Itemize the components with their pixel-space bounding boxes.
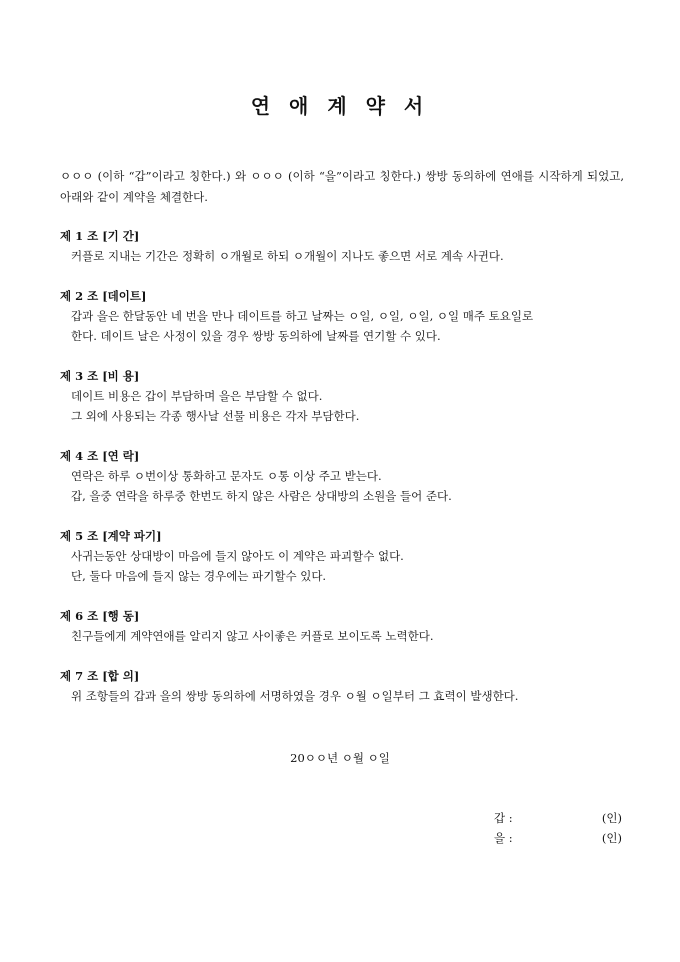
- signature-row-eul: [494, 828, 622, 848]
- article-line: 커플로 지내는 기간은 정확히 ㅇ개월로 하되 ㅇ개월이 지나도 좋으면 서로 계속 사귄다.: [71, 249, 504, 263]
- seal-mark: (인): [601, 811, 622, 825]
- article-line: 갑과 을은 한달동안 네 번을 만나 데이트를 하고 날짜는 ㅇ일, ㅇ일, ㅇ일, ㅇ일 매주 토요일로: [71, 309, 534, 323]
- contract-date: 20ㅇㅇ년 ㅇ월 ㅇ일: [290, 751, 390, 765]
- signature-label: 을 :: [494, 831, 513, 845]
- article-1: [60, 226, 624, 266]
- signature-row-gap: [494, 808, 622, 828]
- article-line: 한다. 데이트 날은 사정이 있을 경우 쌍방 동의하에 날짜를 연기할 수 있다.: [71, 329, 441, 343]
- article-heading: 제 4 조 [연 락]: [60, 449, 140, 463]
- article-line: 갑, 을중 연락을 하루중 한번도 하지 않은 사람은 상대방의 소원을 들어 준다.: [71, 489, 452, 503]
- article-3: [60, 366, 624, 426]
- article-line: 사귀는동안 상대방이 마음에 들지 않아도 이 계약은 파괴할수 없다.: [71, 549, 404, 563]
- article-line: 친구들에게 계약연애를 알리지 않고 사이좋은 커플로 보이도록 노력한다.: [71, 629, 434, 643]
- article-heading: 제 7 조 [합 의]: [60, 669, 140, 683]
- article-line: 그 외에 사용되는 각종 행사날 선물 비용은 각자 부담한다.: [71, 409, 360, 423]
- article-2: [60, 286, 624, 346]
- article-heading: 제 2 조 [데이트]: [60, 289, 147, 303]
- article-line: 단, 둘다 마음에 들지 않는 경우에는 파기할수 있다.: [71, 569, 327, 583]
- article-heading: 제 1 조 [기 간]: [60, 229, 140, 243]
- article-line: 데이트 비용은 갑이 부담하며 을은 부담할 수 없다.: [71, 389, 323, 403]
- article-6: [60, 606, 624, 646]
- article-7: [60, 666, 624, 706]
- intro-paragraph: ㅇㅇㅇ (이하 “갑”이라고 칭한다.) 와 ㅇㅇㅇ (이하 “을”이라고 칭한다.) 쌍방 동의하에 연애를 시작하게 되었고, 아래와 같이 계약을 체결한다.: [60, 169, 624, 204]
- document-title: 연 애 계 약 서: [250, 94, 430, 118]
- article-heading: 제 6 조 [행 동]: [60, 609, 140, 623]
- signature-label: 갑 :: [494, 811, 513, 825]
- article-line: 위 조항들의 갑과 을의 쌍방 동의하에 서명하였을 경우 ㅇ월 ㅇ일부터 그 효력이 발생한다.: [71, 689, 519, 703]
- article-4: [60, 446, 624, 506]
- article-line: 연락은 하루 ㅇ번이상 통화하고 문자도 ㅇ통 이상 주고 받는다.: [71, 469, 382, 483]
- seal-mark: (인): [601, 831, 622, 845]
- article-heading: 제 3 조 [비 용]: [60, 369, 140, 383]
- article-heading: 제 5 조 [계약 파기]: [60, 529, 162, 543]
- article-5: [60, 526, 624, 586]
